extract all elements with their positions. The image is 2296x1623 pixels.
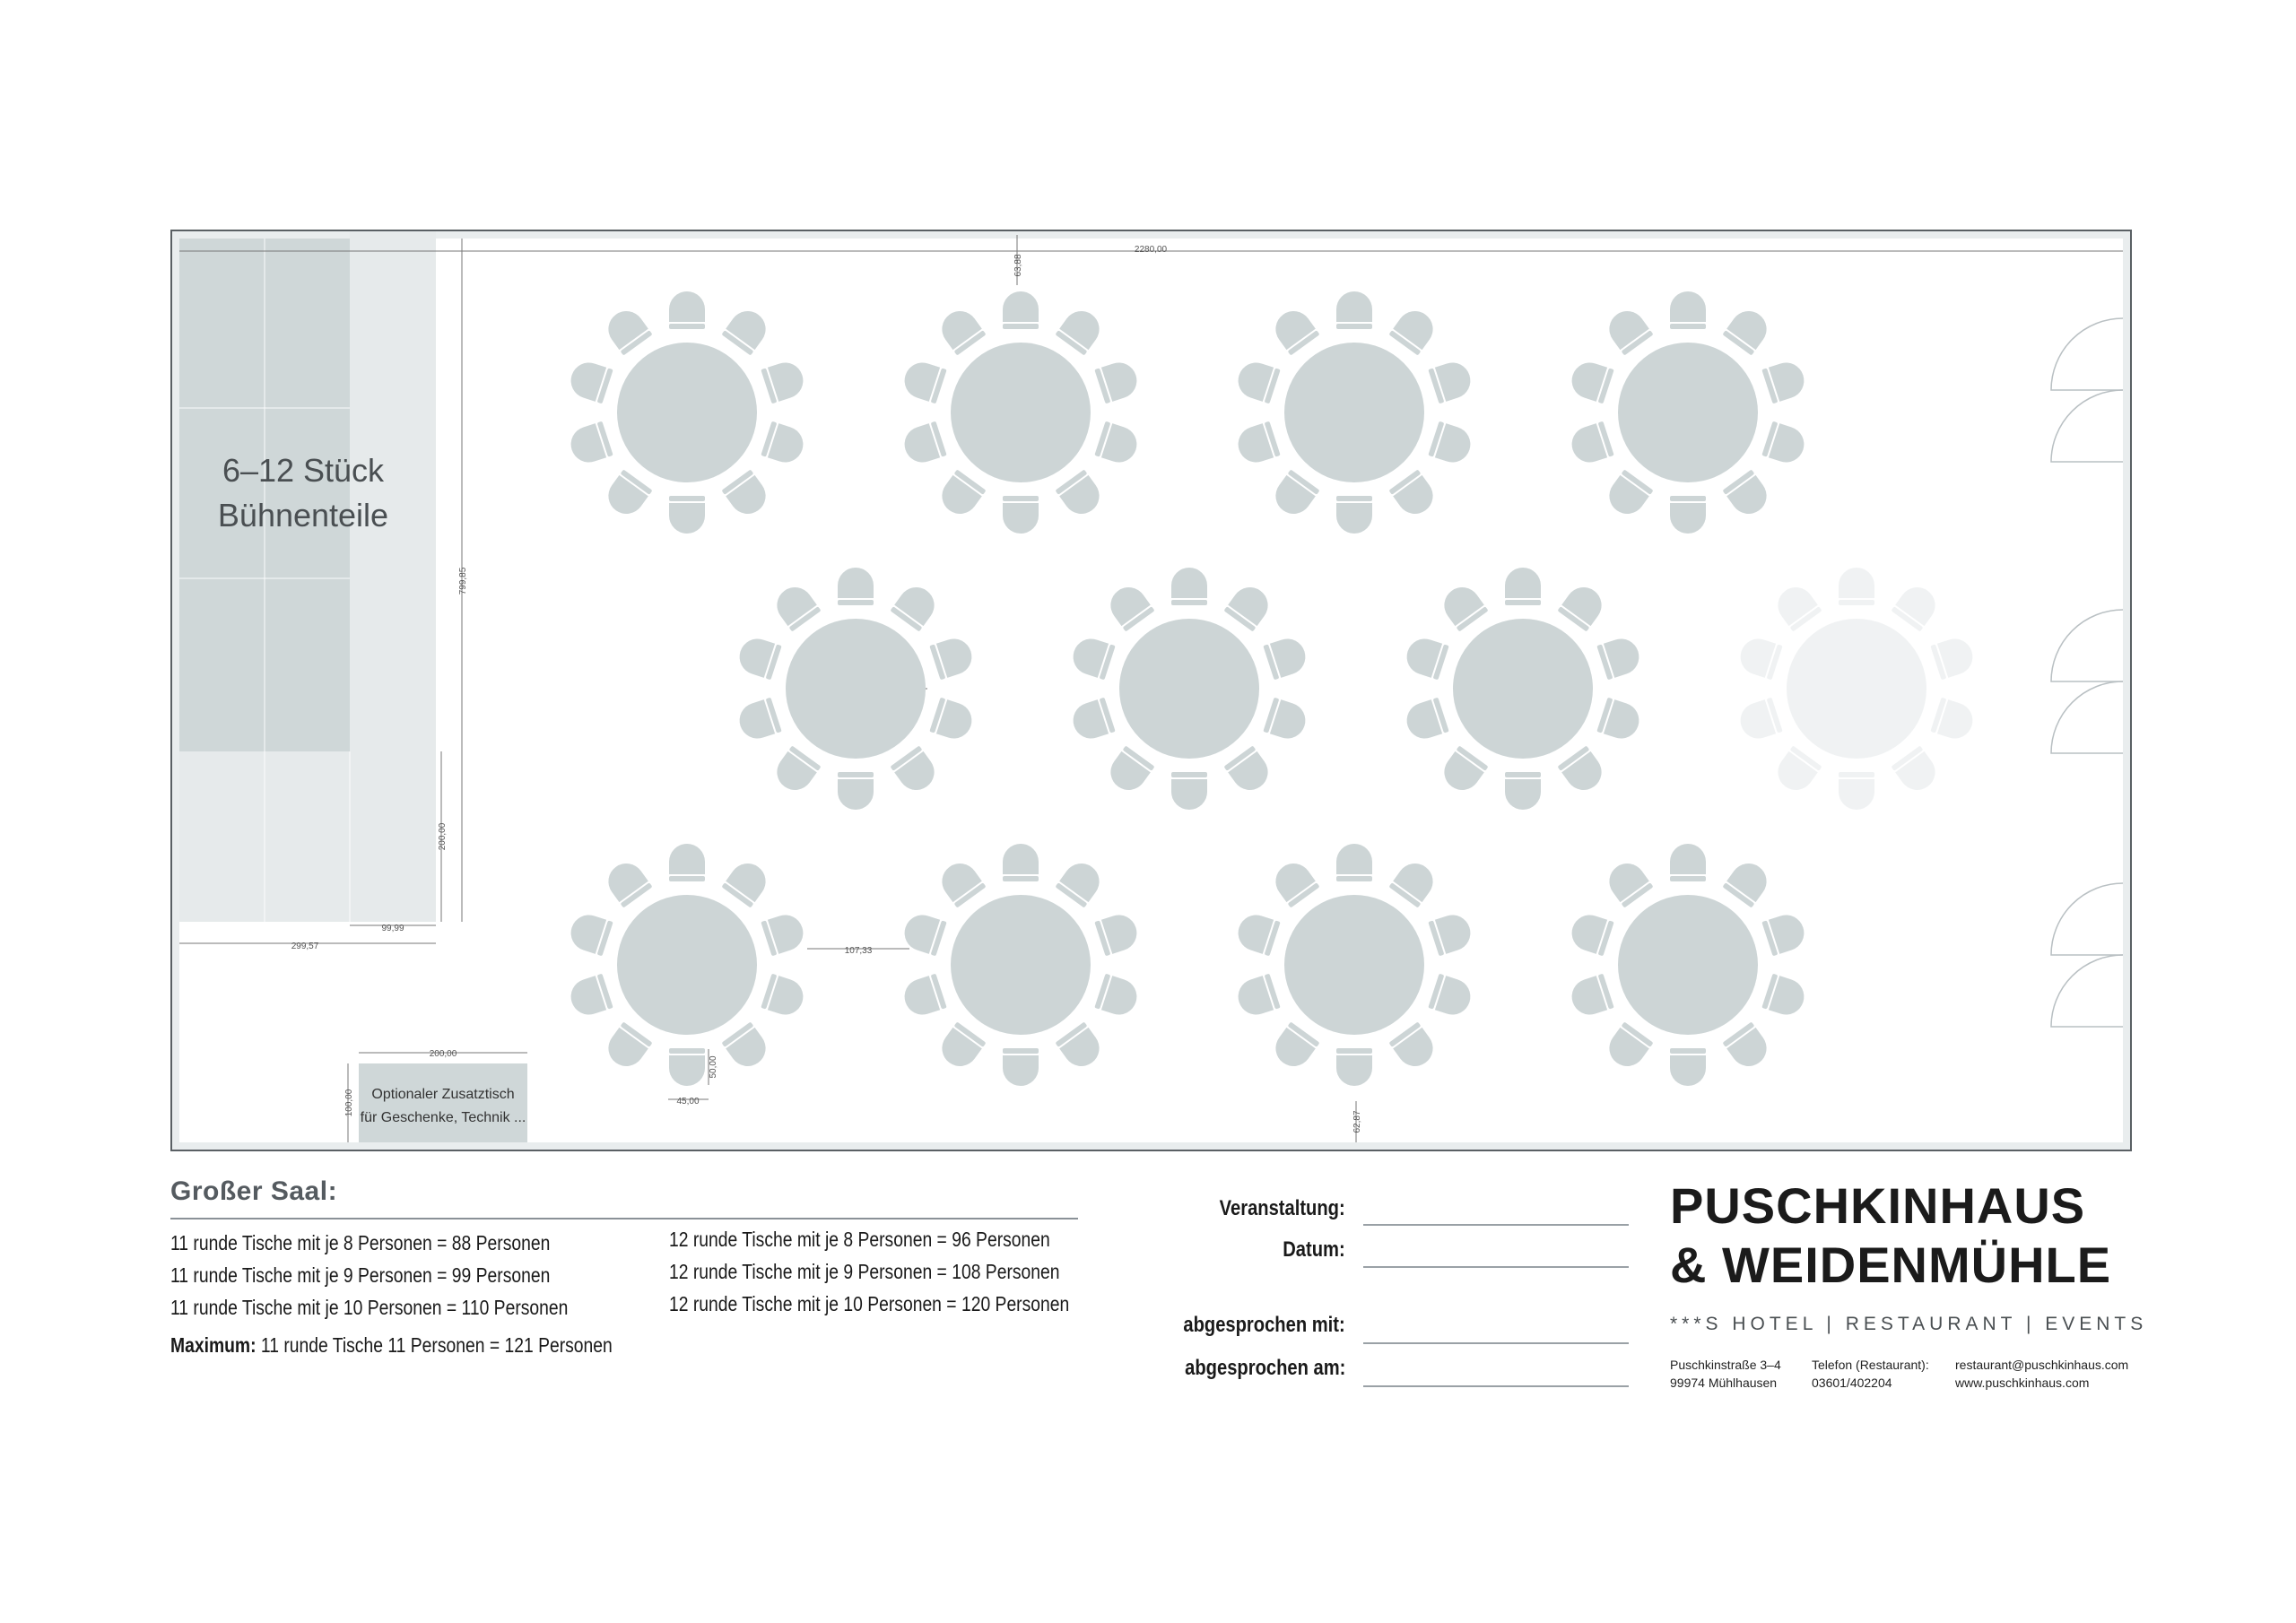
form-field-date[interactable] <box>1363 1266 1629 1268</box>
legend-line: 12 runde Tische mit je 9 Personen = 108 Personen <box>669 1260 1060 1283</box>
stage-block-upper-right <box>350 231 436 751</box>
legend-line: 12 runde Tische mit je 8 Personen = 96 Personen <box>669 1228 1050 1251</box>
dim-stage-depth: 799,85 <box>458 567 468 595</box>
address-street: Puschkinstraße 3–4 <box>1670 1358 1781 1372</box>
chair-back <box>1003 876 1039 881</box>
hall-wall-bottom <box>172 1142 2130 1150</box>
dim-extra-depth: 100,00 <box>344 1089 354 1117</box>
extra-table-rect <box>359 1063 527 1142</box>
hall-wall-left <box>172 231 179 1150</box>
chair-back <box>1505 600 1541 605</box>
hall-wall-right <box>2123 231 2130 1150</box>
chair-back <box>1003 324 1039 329</box>
chair-back <box>1336 324 1372 329</box>
table-top <box>1787 619 1926 759</box>
dim-chair-depth: 50,00 <box>709 1055 718 1079</box>
legend-line: 12 runde Tische mit je 10 Personen = 120 Personen <box>669 1292 1070 1315</box>
contact-online <box>1955 1356 2128 1392</box>
hall-wall-top <box>172 231 2130 239</box>
legend-maximum <box>170 1333 613 1358</box>
table-top <box>951 895 1091 1035</box>
legend-column-12-tables <box>669 1223 1069 1320</box>
form-field-event[interactable] <box>1363 1224 1629 1226</box>
stage-area <box>179 231 436 922</box>
stage-label-name: Bühnenteile <box>217 497 389 534</box>
dim-lower-depth: 200,00 <box>438 822 448 851</box>
chair-back <box>669 1048 705 1054</box>
chair-back <box>1003 496 1039 501</box>
table-top <box>1618 895 1758 1035</box>
chair-back <box>669 496 705 501</box>
extra-table-label-1: Optionaler Zusatztisch <box>371 1087 515 1102</box>
chair-back <box>1670 1048 1706 1054</box>
table-top <box>1453 619 1593 759</box>
website-link[interactable]: www.puschkinhaus.com <box>1955 1376 2090 1390</box>
chair-back <box>1839 772 1874 777</box>
chair-back <box>1505 772 1541 777</box>
dim-top-gap: 63,88 <box>1013 254 1023 277</box>
chair-back <box>1336 496 1372 501</box>
phone-number: 03601/402204 <box>1812 1376 1892 1390</box>
stage-label-count: 6–12 Stück <box>222 452 385 489</box>
dim-extra-width: 200,00 <box>429 1049 457 1059</box>
table-top <box>1119 619 1259 759</box>
form-field-agreed-on[interactable] <box>1363 1385 1629 1387</box>
chair-back <box>1670 876 1706 881</box>
chair-back <box>838 600 874 605</box>
chair-back <box>1670 496 1706 501</box>
legend-maximum-text: 11 runde Tische 11 Personen = 121 Personen <box>260 1333 613 1357</box>
table-top <box>617 895 757 1035</box>
legend-maximum-label: Maximum: <box>170 1333 257 1357</box>
chair-back <box>1336 876 1372 881</box>
dim-chair-width: 45,00 <box>676 1097 700 1107</box>
table-top <box>1618 343 1758 482</box>
form-label-agreed-on: abgesprochen am: <box>1184 1356 1345 1380</box>
table-top <box>1284 895 1424 1035</box>
brand-subtitle: ***S HOTEL | RESTAURANT | EVENTS <box>1670 1314 2148 1334</box>
dim-lower-width-small: 99,99 <box>381 924 404 933</box>
table-top <box>951 343 1091 482</box>
contact-address <box>1670 1356 1781 1392</box>
legend-line: 11 runde Tische mit je 8 Personen = 88 Personen <box>170 1231 551 1254</box>
legend-title: Großer Saal: <box>170 1176 338 1206</box>
chair-back <box>1336 1048 1372 1054</box>
email-link[interactable]: restaurant@puschkinhaus.com <box>1955 1358 2129 1372</box>
legend-line: 11 runde Tische mit je 9 Personen = 99 Personen <box>170 1263 551 1287</box>
chair-back <box>1171 772 1207 777</box>
chair-back <box>669 324 705 329</box>
chair-back <box>1839 600 1874 605</box>
table-top <box>617 343 757 482</box>
extra-table-label-2: für Geschenke, Technik ... <box>360 1110 526 1125</box>
table-top <box>786 619 926 759</box>
form-label-agreed-with: abgesprochen mit: <box>1183 1313 1345 1337</box>
brand-line-1: PUSCHKINHAUS <box>1670 1177 2086 1234</box>
table-top <box>1284 343 1424 482</box>
legend-line: 11 runde Tische mit je 10 Personen = 110 Personen <box>170 1296 569 1319</box>
form-label-date: Datum: <box>1283 1237 1345 1262</box>
brand-line-2: & WEIDENMÜHLE <box>1670 1237 2112 1293</box>
chair-back <box>1003 1048 1039 1054</box>
dim-hall-width: 2280,00 <box>1134 245 1168 255</box>
legend-column-11-tables <box>170 1227 568 1324</box>
contact-phone <box>1812 1356 1929 1392</box>
form-label-event: Veranstaltung: <box>1219 1196 1345 1220</box>
optional-extra-table <box>359 1063 527 1142</box>
chair-back <box>1670 324 1706 329</box>
address-city: 99974 Mühlhausen <box>1670 1376 1778 1390</box>
chair-back <box>669 876 705 881</box>
chair-back <box>1171 600 1207 605</box>
brand-logo <box>1670 1176 2111 1295</box>
form-field-agreed-with[interactable] <box>1363 1342 1629 1344</box>
stage-block-lower <box>179 751 436 922</box>
legend-divider <box>170 1218 1078 1219</box>
phone-label: Telefon (Restaurant): <box>1812 1358 1929 1372</box>
dim-lower-width: 299,57 <box>291 942 319 951</box>
dim-bottom-gap: 62,87 <box>1352 1110 1362 1133</box>
dim-table-gap: 107,33 <box>844 946 873 956</box>
chair-back <box>838 772 874 777</box>
